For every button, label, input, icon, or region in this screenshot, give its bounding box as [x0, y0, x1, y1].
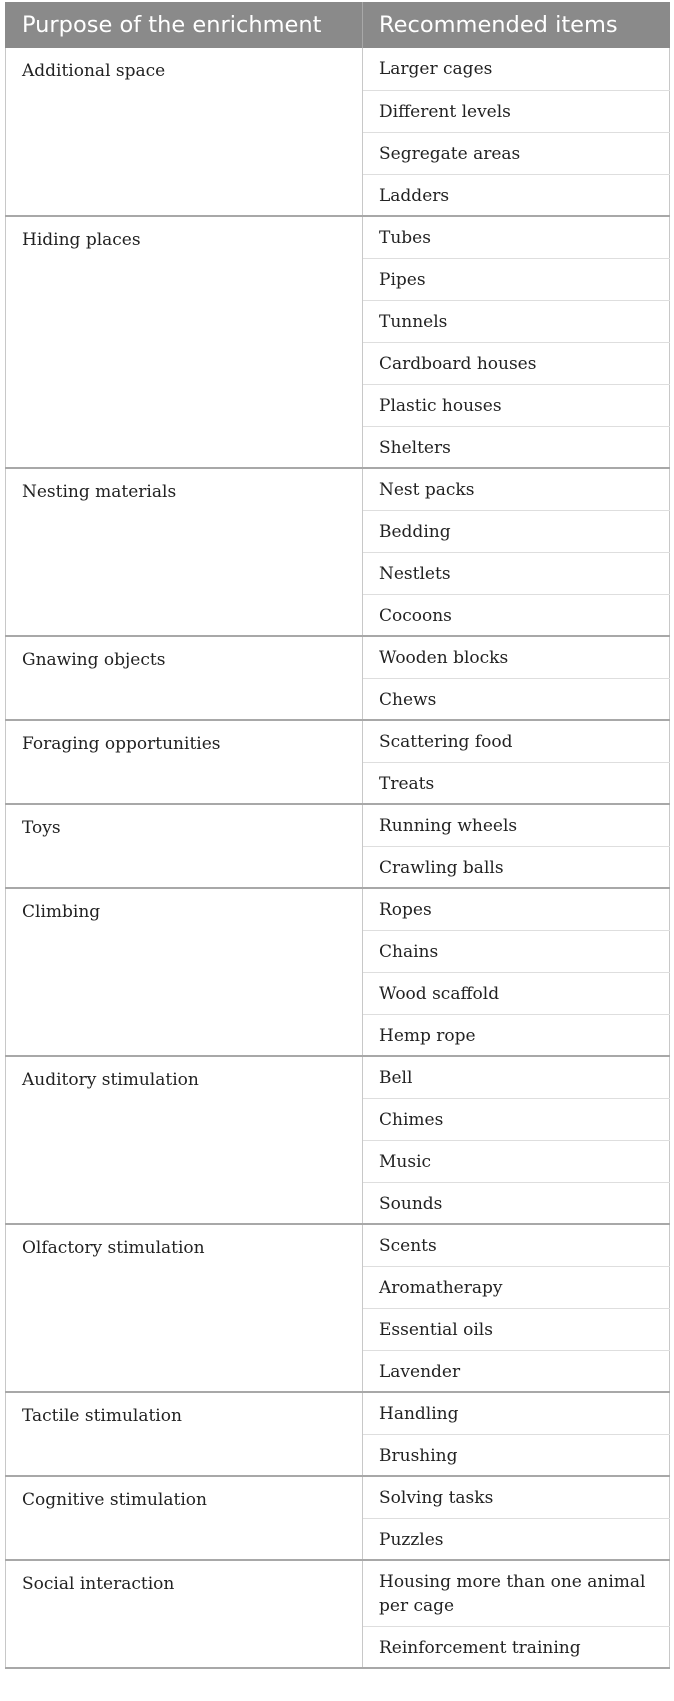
item-cell: Handling [363, 1392, 670, 1434]
header-purpose: Purpose of the enrichment [6, 2, 363, 48]
table-row [6, 216, 670, 258]
item-cell: Ladders [363, 174, 670, 216]
item-cell: Cardboard houses [363, 342, 670, 384]
header-items: Recommended items [363, 2, 670, 48]
purpose-cell: Tactile stimulation [6, 1392, 363, 1476]
item-cell: Bell [363, 1056, 670, 1098]
purpose-cell: Foraging opportunities [6, 720, 363, 804]
table-row [6, 1392, 670, 1434]
item-cell: Scattering food [363, 720, 670, 762]
table-row [6, 1560, 670, 1626]
item-cell: Housing more than one animal per cage [363, 1560, 670, 1626]
item-cell: Segregate areas [363, 132, 670, 174]
enrichment-table [5, 2, 670, 1669]
item-cell: Tubes [363, 216, 670, 258]
item-cell: Wood scaffold [363, 972, 670, 1014]
item-cell: Treats [363, 762, 670, 804]
item-cell: Plastic houses [363, 384, 670, 426]
purpose-cell: Gnawing objects [6, 636, 363, 720]
table-row [6, 1224, 670, 1266]
table-row [6, 1056, 670, 1098]
item-cell: Wooden blocks [363, 636, 670, 678]
item-cell: Ropes [363, 888, 670, 930]
item-cell: Essential oils [363, 1308, 670, 1350]
item-cell: Music [363, 1140, 670, 1182]
item-cell: Nestlets [363, 552, 670, 594]
item-cell: Puzzles [363, 1518, 670, 1560]
table-row [6, 468, 670, 510]
purpose-cell: Additional space [6, 48, 363, 216]
item-cell: Nest packs [363, 468, 670, 510]
table-row [6, 888, 670, 930]
purpose-cell: Climbing [6, 888, 363, 1056]
purpose-cell: Social interaction [6, 1560, 363, 1668]
table-row [6, 1476, 670, 1518]
item-cell: Larger cages [363, 48, 670, 90]
item-cell: Scents [363, 1224, 670, 1266]
item-cell: Reinforcement training [363, 1626, 670, 1668]
table-row [6, 48, 670, 90]
item-cell: Lavender [363, 1350, 670, 1392]
item-cell: Chews [363, 678, 670, 720]
item-cell: Chimes [363, 1098, 670, 1140]
item-cell: Crawling balls [363, 846, 670, 888]
item-cell: Tunnels [363, 300, 670, 342]
table-row [6, 720, 670, 762]
table-row [6, 636, 670, 678]
item-cell: Shelters [363, 426, 670, 468]
item-cell: Solving tasks [363, 1476, 670, 1518]
purpose-cell: Toys [6, 804, 363, 888]
purpose-cell: Nesting materials [6, 468, 363, 636]
table-row [6, 804, 670, 846]
item-cell: Chains [363, 930, 670, 972]
item-cell: Brushing [363, 1434, 670, 1476]
item-cell: Aromatherapy [363, 1266, 670, 1308]
purpose-cell: Cognitive stimulation [6, 1476, 363, 1560]
purpose-cell: Hiding places [6, 216, 363, 468]
item-cell: Pipes [363, 258, 670, 300]
purpose-cell: Auditory stimulation [6, 1056, 363, 1224]
item-cell: Running wheels [363, 804, 670, 846]
item-cell: Bedding [363, 510, 670, 552]
item-cell: Different levels [363, 90, 670, 132]
table-body [6, 48, 670, 1668]
purpose-cell: Olfactory stimulation [6, 1224, 363, 1392]
item-cell: Hemp rope [363, 1014, 670, 1056]
item-cell: Sounds [363, 1182, 670, 1224]
header-row [6, 2, 670, 48]
item-cell: Cocoons [363, 594, 670, 636]
